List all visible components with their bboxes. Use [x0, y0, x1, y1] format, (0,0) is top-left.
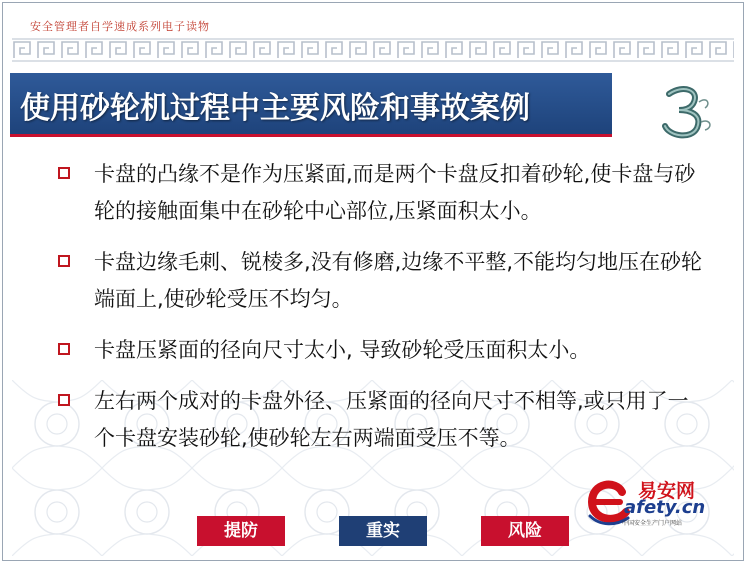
- square-bullet-icon: [58, 167, 70, 179]
- list-item: [58, 332, 708, 369]
- greek-key-border: [12, 38, 734, 62]
- bullet-text: 卡盘的凸缘不是作为压紧面,而是两个卡盘反扣着砂轮,使卡盘与砂轮的接触面集中在砂轮中心部位,压紧面积太小。: [94, 162, 696, 223]
- bullet-text: 卡盘压紧面的径向尺寸太小, 导致砂轮受压面积太小。: [94, 338, 591, 362]
- square-bullet-icon: [58, 255, 70, 267]
- site-logo[interactable]: [586, 476, 716, 528]
- bullet-list: [58, 156, 708, 471]
- list-item: [58, 383, 708, 457]
- list-item: [58, 156, 708, 230]
- bullet-text: 左右两个成对的卡盘外径、压紧面的径向尺寸不相等,或只用了一个卡盘安装砂轮,使砂轮左右两端面受压不等。: [94, 389, 689, 450]
- risk-button[interactable]: 风险: [481, 516, 569, 546]
- numeral-three-ornament-icon: [655, 82, 715, 140]
- square-bullet-icon: [58, 394, 70, 406]
- logo-tagline: 中国安全生产门户网站: [622, 520, 683, 527]
- square-bullet-icon: [58, 343, 70, 355]
- logo-name: 易安网: [638, 480, 696, 502]
- bullet-text: 卡盘边缘毛刺、锐棱多,没有修磨,边缘不平整,不能均匀地压在砂轮端面上,使砂轮受压不均匀。: [94, 250, 703, 311]
- emphasis-button[interactable]: 重实: [339, 516, 427, 546]
- prevent-button[interactable]: 提防: [197, 516, 285, 546]
- slide-title: 使用砂轮机过程中主要风险和事故案例: [20, 91, 530, 126]
- title-bar: [10, 73, 612, 137]
- logo-domain: afety.cn: [624, 497, 706, 518]
- list-item: [58, 244, 708, 318]
- header-caption: 安全管理者自学速成系列电子读物: [30, 20, 210, 33]
